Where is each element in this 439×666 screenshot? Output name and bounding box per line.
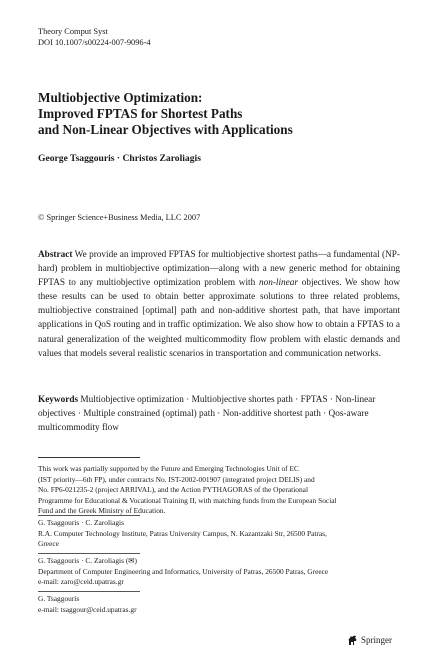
springer-horse-icon [347,634,358,646]
publisher-name: Springer [361,635,392,645]
journal-doi: DOI 10.1007/s00224-007-9096-4 [38,38,151,47]
affiliation-block [38,594,400,615]
affiliation-separator [38,553,140,554]
journal-name: Theory Comput Syst [38,27,108,36]
affiliation-block [38,556,400,588]
affiliation-block [38,518,400,550]
copyright-notice: © Springer Science+Business Media, LLC 2007 [38,213,201,222]
journal-header [38,26,151,48]
affiliation-names: G. Tsaggouris · C. Zaroliagis [38,518,124,527]
affiliation-line: e-mail: zaro@ceid.upatras.gr [38,577,124,587]
abstract-text-part-2: objectives. We show how these results can be used to obtain better approximate solutions to three related problems, multiobjective constrained [optimal] path and non-additive shortest path, that have important applications in QoS routing and in traffic optimization. We also show how to obtain a FPTAS to a natural generalization of the weighted multicommodity flow problem with elastic demands and values that models several realistic scenarios in transportation and communication networks. [38,278,400,359]
author-list: George Tsaggouris · Christos Zaroliagis [38,153,201,164]
funding-line: Programme for Educational & Vocational Training II, with matching funds from the European Social [38,495,337,505]
paper-title [38,90,418,138]
affiliation-line: Department of Computer Engineering and Informatics, University of Patras, 26500 Patras, Greece [38,566,329,576]
title-line-3: and Non-Linear Objectives with Applications [38,122,293,137]
funding-line: Fund and the Greek Ministry of Education. [38,506,166,516]
affiliation-names: G. Tsaggouris · C. Zaroliagis (✉) [38,556,137,565]
affiliation-line: Greece [38,539,59,549]
keywords-label: Keywords [38,395,79,405]
funding-note [38,464,400,517]
abstract-label: Abstract [38,250,73,260]
affiliation-separator [38,591,140,592]
keywords-text: Multiobjective optimization · Multiobjective shortes path · FPTAS · Non-linear objectives · Multiple constrained (optimal) path · Non-additive shortest path · Qos-aware multicommodity flow [38,395,376,434]
affiliation-names: G. Tsaggouris [38,594,80,603]
keywords [38,393,400,435]
funding-line: This work was partially supported by the Future and Emerging Technologies Unit of EC [38,464,299,473]
abstract-text-part-1: We provide an improved FPTAS for multiobjective shortest paths—a fundamental (NP-hard) problem in multiobjective optimization—along with a new generic method for obtaining FPTAS to any multiobjective optimization problem with [38,250,400,289]
abstract-emphasis: non-linear [258,278,298,289]
funding-line: No. FP6-021235-2 (project ARRIVAL), and the Action PYTHAGORAS of the Operational [38,485,309,495]
affiliation-line: e-mail: tsaggour@ceid.upatras.gr [38,604,137,614]
publisher-logo [347,634,392,646]
title-line-1: Multiobjective Optimization: [38,90,203,105]
affiliation-separator [38,515,140,516]
funding-line: (IST priority—6th FP), under contracts No. IST-2002-001907 (integrated project DELIS) and [38,474,315,484]
footnote-rule [38,457,140,458]
title-line-2: Improved FPTAS for Shortest Paths [38,106,243,121]
abstract [38,248,400,361]
affiliation-line: R.A. Computer Technology Institute, Patras University Campus, N. Kazantzaki Str, 26500 Patras, [38,528,327,538]
